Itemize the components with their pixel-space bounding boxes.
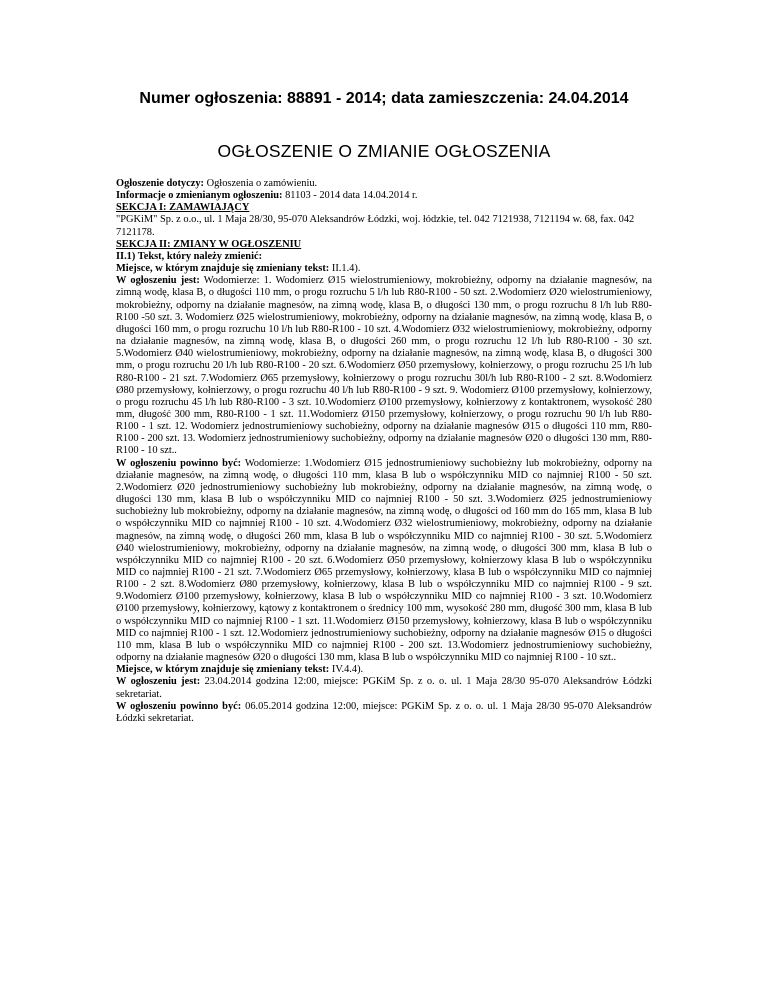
- changed-notice-info-label: Informacje o zmienianym ogłoszeniu:: [116, 190, 283, 202]
- change-2-place-value: IV.4.4).: [329, 664, 364, 676]
- change-1-new-label: W ogłoszeniu powinno być:: [116, 457, 242, 469]
- change-1-current-value: Wodomierze: 1. Wodomierz Ø15 wielostrumieniowy, mokrobieżny, odporny na działanie magnesów, na zimną wodę, klasa B, o długości 110 mm, o progu rozruchu 5 l/h lub R80-R100 - 50 szt. 2.Wodomierz Ø20 wielostrumieniowy, mokrobieżny, odporny na działanie magnesów, na zimną wodę, klasa B, o długości 130 mm, o progu rozruchu 8 l/h lub R80-R100 -50 szt. 3. Wodomierz Ø25 wielostrumieniowy, mokrobieżny, odporny na działanie magnesów, na zimną wodę, klasa B, o długości 160 mm, o progu rozruchu 10 l/h lub R80-R100 - 10 szt. 4.Wodomierz Ø32 wielostrumieniowy, mokrobieżny, odporny na działanie magnesów, na zimną wodę, klasa B, o długości 260 mm, o progu rozruchu 12 l/h lub R80-R100 - 30 szt. 5.Wodomierz Ø40 wielostrumieniowy, mokrobieżny, odporny na działanie magnesów, na zimną wodę, klasa B, o długości 300 mm, o progu rozruchu 20 l/h lub R80-R100 - 20 szt. 6.Wodomierz Ø50 przemysłowy, kołnierzowy, o progu rozruchu 25 l/h lub R80-R100 - 21 szt. 7.Wodomierz Ø65 przemysłowy, kołnierzowy o progu rozruchu 30l/h lub R80-R100 - 2 szt. 8.Wodomierz Ø80 przemysłowy, kołnierzowy, o progu rozruchu 40 l/h lub R80-R100 - 9 szt. 9. Wodomierz Ø100 przemysłowy, kołnierzowy, o progu rozruchu 45 l/h lub R80-R100 - 3 szt. 10.Wodomierz Ø100 przemysłowy, kołnierzowy z kontaktronem, wysokość 280 mm, długość 300 mm, R80-R100 - 1 szt. 11.Wodomierz Ø150 przemysłowy, kołnierzowy, o progu rozruchu 90 l/h lub R80-R100 - 1 szt. 12. Wodomierz jednostrumieniowy suchobieżny, odporny na działanie magnesów Ø15 o długości 110 mm, R80-R100 - 200 szt. 13. Wodomierz jednostrumieniowy suchobieżny, odporny na działanie magnesów Ø20 o długości 130 mm, R80-R100 - 10 szt..: [116, 275, 652, 457]
- change-2-new-text: [116, 701, 652, 725]
- change-1-new-text: [116, 458, 652, 665]
- change-1-place-line: [116, 263, 652, 275]
- change-1-place-value: II.1.4).: [329, 263, 361, 275]
- section-2-heading: SEKCJA II: ZMIANY W OGŁOSZENIU: [116, 238, 302, 250]
- document-title: OGŁOSZENIE O ZMIANIE OGŁOSZENIA: [217, 141, 551, 161]
- changed-notice-info-value: 81103 - 2014 data 14.04.2014 r.: [282, 190, 418, 202]
- notice-subject-line: [116, 178, 652, 190]
- change-2-new-value: 06.05.2014 godzina 12:00, miejsce: PGKiM Sp. z o. o. ul. 1 Maja 28/30 95-070 Aleksandrów Łódzki sekretariat.: [116, 700, 652, 724]
- change-2-current-text: [116, 676, 652, 700]
- change-2-place-line: [116, 664, 652, 676]
- announcement-number-heading: Numer ogłoszenia: 88891 - 2014; data zamieszczenia: 24.04.2014: [139, 90, 629, 107]
- change-2-current-label: W ogłoszeniu jest:: [116, 676, 201, 688]
- document-body: [116, 178, 652, 725]
- subsection-ii1-heading: II.1) Tekst, który należy zmienić:: [116, 250, 263, 262]
- change-2-place-label: Miejsce, w którym znajduje się zmieniany tekst:: [116, 664, 330, 676]
- change-2-current-value: 23.04.2014 godzina 12:00, miejsce: PGKiM Sp. z o. o. ul. 1 Maja 28/30 95-070 Aleksandrów Łódzki sekretariat.: [116, 676, 653, 700]
- section-1-heading: SEKCJA I: ZAMAWIAJĄCY: [116, 202, 250, 214]
- changed-notice-info-line: [116, 190, 652, 202]
- change-1-current-label: W ogłoszeniu jest:: [116, 275, 200, 287]
- notice-subject-label: Ogłoszenie dotyczy:: [116, 178, 205, 189]
- change-2-new-label: W ogłoszeniu powinno być:: [116, 700, 242, 712]
- notice-subject-value: Ogłoszenia o zamówieniu.: [204, 178, 318, 189]
- section-1-text: "PGKiM" Sp. z o.o., ul. 1 Maja 28/30, 95-070 Aleksandrów Łódzki, woj. łódzkie, tel. 042 7121938, 7121194 w. 68, fax. 042 7121178.: [116, 214, 635, 238]
- change-1-new-value: Wodomierze: 1.Wodomierz Ø15 jednostrumieniowy suchobieżny lub mokrobieżny, odporny na działanie magnesów, na zimną wodę, o długości 110 mm, klasa B lub o współczynniku MID co najmniej R100 - 50 szt. 2.Wodomierz Ø20 jednostrumieniowy suchobieżny lub mokrobieżny, odporny na działanie magnesów, na zimną wodę, o długości 130 mm, klasa B lub o współczynniku MID co najmniej R100 - 50 szt. 3.Wodomierz Ø25 jednostrumieniowy suchobieżny lub mokrobieżny, odporny na działanie magnesów, na zimną wodę, o długości od 160 mm do 165 mm, klasa B lub o współczynniku MID co najmniej R100 - 10 szt. 4.Wodomierz Ø32 wielostrumieniowy, mokrobieżny, odporny na działanie magnesów, na zimną wodę, o długości 260 mm, klasa B lub o współczynniku MID co najmniej R100 - 30 szt. 5.Wodomierz Ø40 wielostrumieniowy, mokrobieżny, odporny na działanie magnesów, na zimną wodę, o długości 300 mm, klasa B lub o współczynniku MID co najmniej R100 - 20 szt. 6.Wodomierz Ø50 przemysłowy, kołnierzowy klasa B lub o współczynniku MID co najmniej R100 - 21 szt. 7.Wodomierz Ø65 przemysłowy, kołnierzowy, klasa B lub o współczynniku MID co najmniej R100 - 2 szt. 8.Wodomierz Ø80 przemysłowy, kołnierzowy, klasa B lub o współczynniku MID co najmniej R100 - 9 szt. 9.Wodomierz Ø100 przemysłowy, kołnierzowy, klasa B lub o współczynniku MID co najmniej R100 - 3 szt. 10.Wodomierz Ø100 przemysłowy, kołnierzowy, kątowy z kontaktronem o średnicy 100 mm, wysokość 280 mm, długość 300 mm, klasa B lub o współczynniku MID co najmniej R100 - 1 szt. 11.Wodomierz Ø150 przemysłowy, kołnierzowy, klasa B lub o współczynniku MID co najmniej R100 - 1 szt. 12.Wodomierz jednostrumieniowy suchobieżny, odporny na działanie magnesów Ø15 o długości 110 mm, klasa B lub o współczynniku MID co najmniej R100 - 200 szt. 13.Wodomierz jednostrumieniowy suchobieżny, odporny na działanie magnesów Ø20 o długości 130 mm, klasa B lub o współczynniku MID co najmniej R100 - 10 szt..: [116, 457, 652, 664]
- change-1-current-text: [116, 275, 652, 457]
- change-1-place-label: Miejsce, w którym znajduje się zmieniany tekst:: [116, 263, 330, 275]
